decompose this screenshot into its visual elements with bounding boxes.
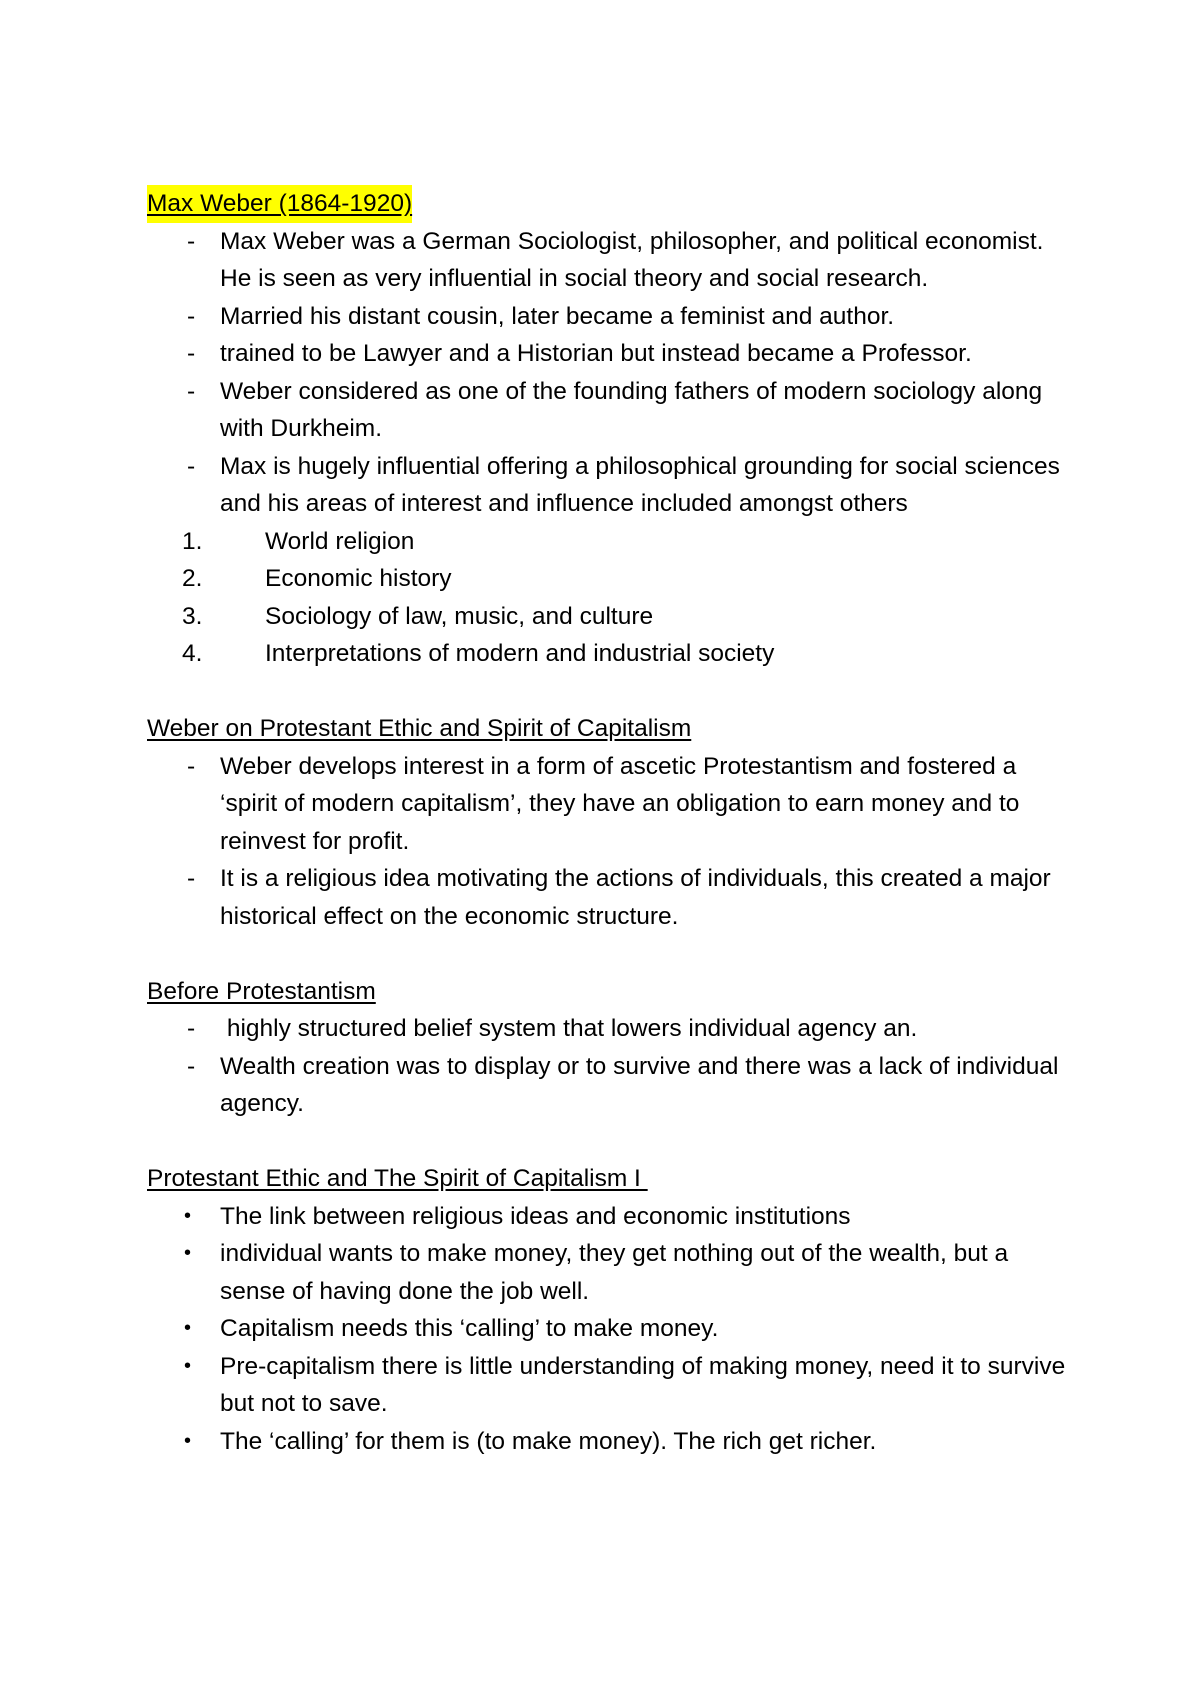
paragraph-spacer [147, 935, 1077, 973]
list-item [147, 1235, 1077, 1310]
numbered-item-text: Interpretations of modern and industrial society [265, 640, 775, 667]
dash-marker: - [187, 227, 196, 255]
numbered-item-text: World religion [265, 527, 415, 555]
paragraph-spacer [147, 1123, 1077, 1161]
dash-marker: - [187, 752, 196, 780]
list-item [147, 1348, 1077, 1423]
list-item-text: The link between religious ideas and economic institutions [220, 1202, 851, 1230]
list-item [147, 373, 1077, 448]
section-before-protestantism [147, 973, 1077, 1123]
number-marker: 3. [182, 602, 203, 630]
list-item [147, 1310, 1077, 1348]
list-item-text: It is a religious idea motivating the actions of individuals, this created a major historical effect on the economic structure. [220, 865, 1051, 930]
list-item [147, 298, 1077, 336]
dash-marker: - [187, 865, 196, 892]
section-title-protestant-ethic-spirit-1: Protestant Ethic and The Spirit of Capitalism I [147, 1165, 648, 1192]
list-item [147, 860, 1077, 935]
list-item [147, 1198, 1077, 1236]
dash-marker: - [187, 302, 196, 330]
list-item [147, 748, 1077, 861]
dash-marker: - [187, 377, 196, 405]
list-item [147, 1010, 1077, 1048]
numbered-item-text: Economic history [265, 565, 452, 592]
number-marker: 4. [182, 640, 203, 667]
list-item-text: Weber considered as one of the founding fathers of modern sociology along with Durkheim. [220, 377, 1043, 442]
numbered-item [147, 598, 1077, 636]
dash-marker: - [187, 1052, 196, 1080]
numbered-item [147, 560, 1077, 598]
list-item [147, 1423, 1077, 1461]
dash-marker: - [187, 1015, 196, 1042]
document-page [147, 185, 1077, 1460]
section-protestant-ethic [147, 710, 1077, 935]
list-item [147, 223, 1077, 298]
list-item-text: Weber develops interest in a form of ascetic Protestantism and fostered a ‘spirit of modern capitalism’, they have an obligation to earn money and to reinvest for profit. [220, 752, 1020, 855]
list-item-text: highly structured belief system that lowers individual agency an. [220, 1015, 918, 1042]
section-title-max-weber: Max Weber (1864-1920) [147, 185, 412, 223]
bullet-marker: • [184, 1429, 192, 1452]
bullet-marker: • [184, 1204, 192, 1227]
list-item [147, 448, 1077, 523]
section-protestant-ethic-spirit-1 [147, 1160, 1077, 1460]
number-marker: 1. [182, 527, 203, 555]
section-max-weber [147, 185, 1077, 673]
number-marker: 2. [182, 565, 203, 592]
numbered-item [147, 523, 1077, 561]
paragraph-spacer [147, 673, 1077, 711]
dash-marker: - [187, 452, 196, 480]
list-item [147, 1048, 1077, 1123]
list-item [147, 335, 1077, 373]
list-item-text: The ‘calling’ for them is (to make money). The rich get richer. [220, 1427, 877, 1455]
bullet-marker: • [184, 1354, 192, 1377]
list-item-text: Max Weber was a German Sociologist, philosopher, and political economist. He is seen as very influential in social theory and social research. [220, 227, 1044, 292]
list-item-text: Wealth creation was to display or to survive and there was a lack of individual agency. [220, 1052, 1059, 1117]
numbered-item-text: Sociology of law, music, and culture [265, 602, 654, 630]
dash-marker: - [187, 340, 196, 367]
numbered-item [147, 635, 1077, 673]
bullet-marker: • [184, 1242, 192, 1264]
list-item-text: Married his distant cousin, later became a feminist and author. [220, 302, 895, 330]
list-item-text: Pre-capitalism there is little understanding of making money, need it to survive but not to save. [220, 1352, 1066, 1417]
section-title-before-protestantism: Before Protestantism [147, 977, 376, 1005]
list-item-text: Max is hugely influential offering a philosophical grounding for social sciences and his areas of interest and influence included amongst others [220, 452, 1060, 517]
bullet-marker: • [184, 1317, 192, 1339]
list-item-text: individual wants to make money, they get nothing out of the wealth, but a sense of having done the job well. [220, 1240, 1009, 1305]
list-item-text: Capitalism needs this ‘calling’ to make money. [220, 1315, 719, 1342]
section-title-protestant-ethic: Weber on Protestant Ethic and Spirit of Capitalism [147, 715, 692, 742]
list-item-text: trained to be Lawyer and a Historian but instead became a Professor. [220, 340, 972, 367]
